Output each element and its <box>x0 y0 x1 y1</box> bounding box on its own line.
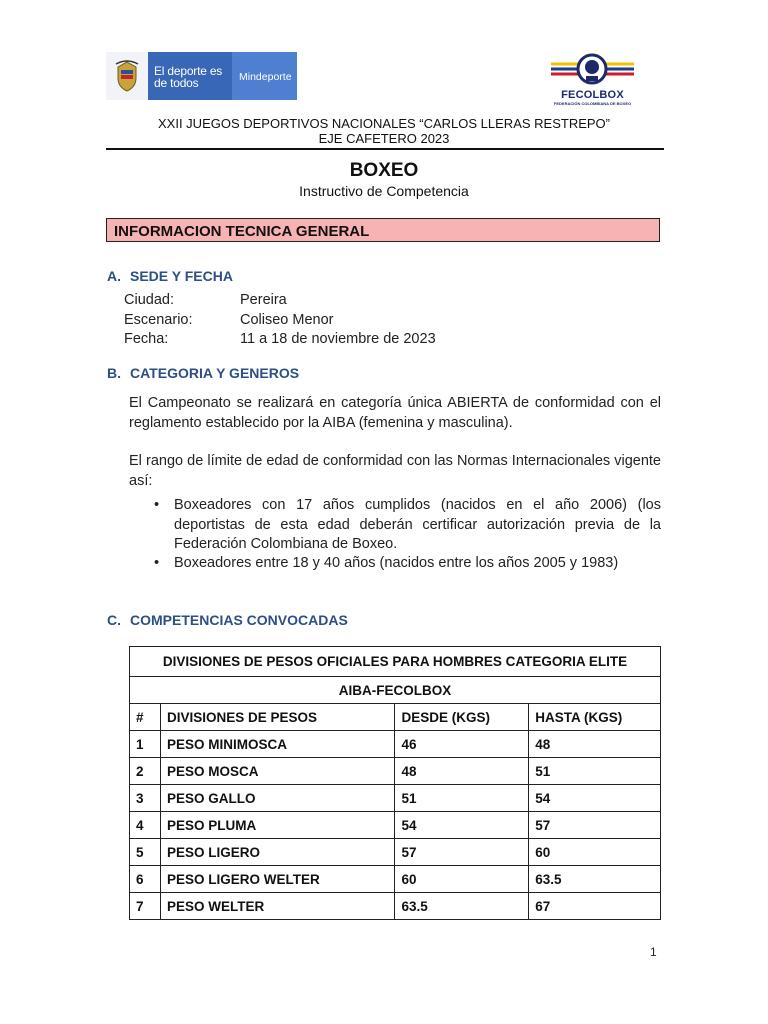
section-c-heading <box>107 612 348 628</box>
table-cell: 63.5 <box>395 893 529 920</box>
fecolbox-name: FECOLBOX <box>561 89 624 101</box>
document-subtitle: Instructivo de Competencia <box>299 183 469 199</box>
table-cell: PESO MOSCA <box>160 758 395 785</box>
info-value: Pereira <box>240 292 287 308</box>
header-divider <box>106 148 664 150</box>
column-header: DIVISIONES DE PESOS <box>160 704 395 731</box>
table-row <box>130 839 661 866</box>
table-cell: 2 <box>130 758 161 785</box>
table-row <box>130 893 661 920</box>
mindeporte-slogan: El deporte es de todos <box>148 52 232 100</box>
table-title: DIVISIONES DE PESOS OFICIALES PARA HOMBRES CATEGORIA ELITE <box>130 647 661 677</box>
event-title-line2: EJE CAFETERO 2023 <box>318 131 450 146</box>
info-key: Ciudad: <box>124 292 174 308</box>
section-b-letter: B. <box>107 365 121 381</box>
table-cell: 48 <box>529 731 661 758</box>
table-cell: 67 <box>529 893 661 920</box>
category-paragraph: El Campeonato se realizará en categoría única ABIERTA de conformidad con el reglamento establecido por la AIBA (femenina y masculina). <box>129 395 661 431</box>
table-cell: 54 <box>529 785 661 812</box>
table-cell: 48 <box>395 758 529 785</box>
table-cell: PESO MINIMOSCA <box>160 731 395 758</box>
fecolbox-subtitle: FEDERACIÓN COLOMBIANA DE BOXEO <box>553 101 632 106</box>
table-row <box>130 812 661 839</box>
colombia-crest-icon <box>106 52 148 100</box>
column-header: DESDE (KGS) <box>395 704 529 731</box>
mindeporte-label: Mindeporte <box>232 52 297 100</box>
weight-divisions-table <box>129 646 661 920</box>
info-value: 11 a 18 de noviembre de 2023 <box>240 331 436 347</box>
section-b-heading <box>107 365 299 381</box>
section-b-title: CATEGORIA Y GENEROS <box>130 365 300 381</box>
table-cell: PESO LIGERO WELTER <box>160 866 395 893</box>
section-banner: INFORMACION TECNICA GENERAL <box>106 218 660 242</box>
section-c-title: COMPETENCIAS CONVOCADAS <box>130 612 348 628</box>
section-a-heading <box>107 268 233 284</box>
table-cell: PESO LIGERO <box>160 839 395 866</box>
document-title: BOXEO <box>349 160 419 181</box>
table-cell: 5 <box>130 839 161 866</box>
table-cell: 6 <box>130 866 161 893</box>
mindeporte-logo <box>106 52 297 100</box>
table-cell: 54 <box>395 812 529 839</box>
table-row <box>130 758 661 785</box>
table-cell: 57 <box>529 812 661 839</box>
bullet-icon: • <box>154 555 160 571</box>
page-number: 1 <box>650 945 657 959</box>
table-subtitle: AIBA-FECOLBOX <box>130 677 661 704</box>
table-cell: 3 <box>130 785 161 812</box>
table-title-row <box>130 647 661 677</box>
table-cell: 63.5 <box>529 866 661 893</box>
bullet-icon: • <box>154 497 160 513</box>
table-header-row <box>130 704 661 731</box>
table-cell: 4 <box>130 812 161 839</box>
table-cell: 60 <box>529 839 661 866</box>
list-item-text: Boxeadores con 17 años cumplidos (nacidos en el año 2006) (los deportistas de esta edad deberán certificar autorización previa de la Federación Colombiana de Boxeo. <box>174 497 661 552</box>
table-cell: 1 <box>130 731 161 758</box>
table-cell: 7 <box>130 893 161 920</box>
table-cell: PESO PLUMA <box>160 812 395 839</box>
table-subtitle-row <box>130 677 661 704</box>
list-item <box>154 496 661 555</box>
column-header: HASTA (KGS) <box>529 704 661 731</box>
info-key: Fecha: <box>124 331 169 347</box>
table-row <box>130 866 661 893</box>
table-cell: 60 <box>395 866 529 893</box>
list-item-text: Boxeadores entre 18 y 40 años (nacidos entre los años 2005 y 1983) <box>174 555 619 571</box>
table-cell: PESO WELTER <box>160 893 395 920</box>
table-cell: PESO GALLO <box>160 785 395 812</box>
info-key: Escenario: <box>124 312 193 328</box>
section-c-letter: C. <box>107 612 121 628</box>
table-cell: 51 <box>529 758 661 785</box>
section-a-letter: A. <box>107 268 121 284</box>
table-cell: 57 <box>395 839 529 866</box>
column-header: # <box>130 704 161 731</box>
info-value: Coliseo Menor <box>240 312 334 328</box>
table-cell: 51 <box>395 785 529 812</box>
table-cell: 46 <box>395 731 529 758</box>
table-row <box>130 785 661 812</box>
event-title-line1: XXII JUEGOS DEPORTIVOS NACIONALES “CARLOS LLERAS RESTREPO” <box>158 116 610 131</box>
table-row <box>130 731 661 758</box>
section-a-title: SEDE Y FECHA <box>130 268 233 284</box>
age-range-paragraph: El rango de límite de edad de conformidad con las Normas Internacionales vigente así: <box>129 453 661 489</box>
list-item <box>154 554 661 574</box>
